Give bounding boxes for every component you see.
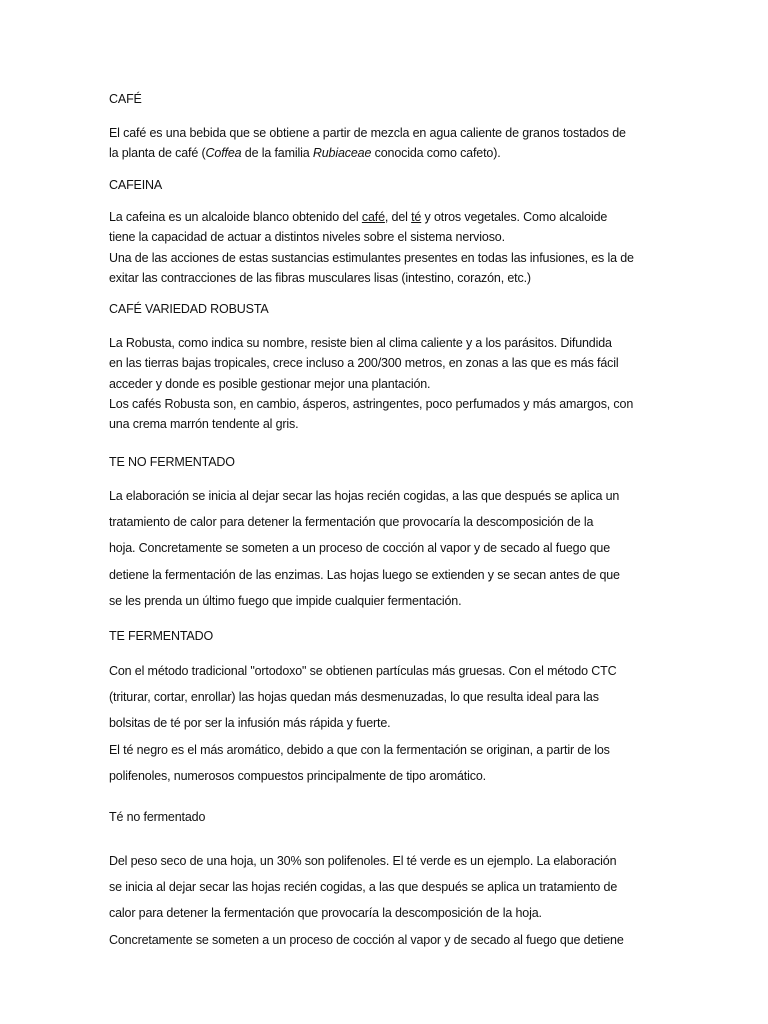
italic-term-rubiaceae: Rubiaceae [312,146,372,161]
section-heading-te-no-fermentado-2: Té no fermentado [109,810,206,824]
link-te[interactable]: té [411,210,422,224]
paragraph-line: El té negro es el más aromático, debido a que con la fermentación se originan, a partir de los [109,742,610,757]
paragraph-line: bolsitas de té por ser la infusión más rápida y fuerte. [109,716,391,731]
paragraph-line: se inicia al dejar secar las hojas recién cogidas, a las que después se aplica un tratamiento de [109,880,618,895]
paragraph-line: La elaboración se inicia al dejar secar las hojas recién cogidas, a las que después se aplica un [109,489,620,503]
section-heading-te-no-fermentado: TE NO FERMENTADO [109,455,235,469]
paragraph-line: Una de las acciones de estas sustancias estimulantes presentes en todas las infusiones, es la de [109,250,634,265]
paragraph-line: en las tierras bajas tropicales, crece incluso a 200/300 metros, en zonas a las que es más fácil [109,356,619,371]
paragraph-line: calor para detener la fermentación que provocaría la descomposición de la hoja. [109,906,542,921]
paragraph-line: se les prenda un último fuego que impide cualquier fermentación. [109,593,462,608]
paragraph-line: Los cafés Robusta son, en cambio, ásperos, astringentes, poco perfumados y más amargos, con [109,396,634,411]
section-heading-cafeina: CAFEINA [109,178,163,192]
italic-term-coffea: Coffea [205,146,242,161]
paragraph-line: El café es una bebida que se obtiene a partir de mezcla en agua caliente de granos tostados de [109,126,626,140]
paragraph-line: La Robusta, como indica su nombre, resiste bien al clima caliente y a los parásitos. Difundida [109,336,612,350]
paragraph-line: acceder y donde es posible gestionar mejor una plantación. [109,376,431,391]
paragraph-line: hoja. Concretamente se someten a un proceso de cocción al vapor y de secado al fuego que [109,541,611,556]
section-heading-cafe: CAFÉ [109,92,142,106]
paragraph-te-fermentado [109,658,669,789]
paragraph-line: exitar las contracciones de las fibras musculares lisas (intestino, corazón, etc.) [109,270,531,285]
section-heading-robusta: CAFÉ VARIEDAD ROBUSTA [109,302,269,316]
paragraph-robusta [109,333,669,434]
paragraph-te-no-fermentado [109,483,669,614]
paragraph-line: polifenoles, numerosos compuestos principalmente de tipo aromático. [109,768,486,783]
section-heading-te-fermentado: TE FERMENTADO [109,629,214,643]
paragraph-line: Del peso seco de una hoja, un 30% son polifenoles. El té verde es un ejemplo. La elaboración [109,854,617,868]
link-cafe[interactable]: café [361,210,385,224]
paragraph-line: tiene la capacidad de actuar a distintos niveles sobre el sistema nervioso. [109,230,505,245]
paragraph-cafe [109,123,669,164]
paragraph-te-no-fermentado-2 [109,848,669,953]
paragraph-cafeina [109,207,669,288]
paragraph-line: la planta de café (Coffea de la familia Rubiaceae conocida como cafeto). [109,146,501,161]
paragraph-line: una crema marrón tendente al gris. [109,417,299,432]
paragraph-line: Con el método tradicional "ortodoxo" se obtienen partículas más gruesas. Con el método CTC [109,664,617,678]
paragraph-line: tratamiento de calor para detener la fermentación que provocaría la descomposición de la [109,515,594,530]
paragraph-line: La cafeina es un alcaloide blanco obtenido del café, del té y otros vegetales. Como alcaloide [109,210,608,224]
paragraph-line: detiene la fermentación de las enzimas. Las hojas luego se extienden y se secan antes de que [109,567,620,582]
paragraph-line: Concretamente se someten a un proceso de cocción al vapor y de secado al fuego que detiene [109,932,624,947]
paragraph-line: (triturar, cortar, enrollar) las hojas quedan más desmenuzadas, lo que resulta ideal para las [109,690,599,705]
